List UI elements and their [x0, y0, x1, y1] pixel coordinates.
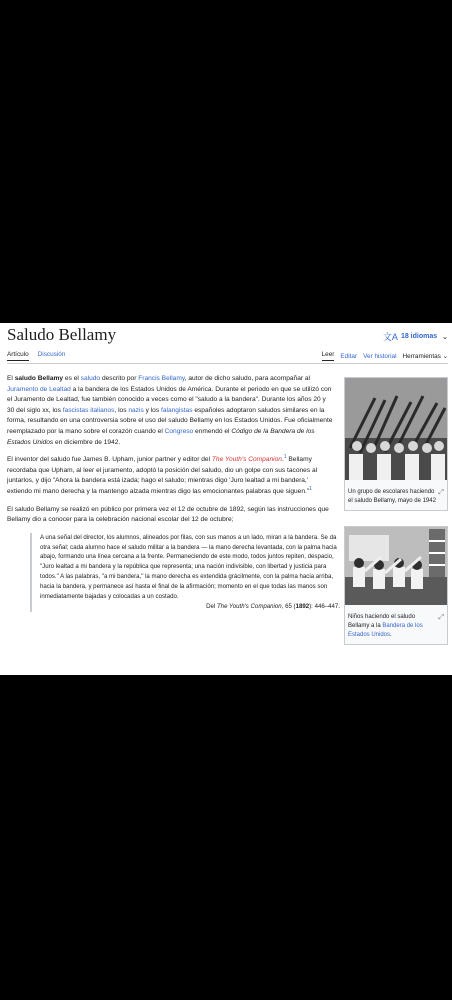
expand-icon[interactable]: ⤢	[438, 489, 444, 496]
paragraph-first-public: El saludo Bellamy se realizó en público por primera vez el 12 de octubre de 1892, según las instrucciones que Bellamy dio a conocer para la celebración nacional escolar del 12 de octubre;	[7, 505, 329, 524]
paragraph-inventor: El inventor del saludo fue James B. Upham, junior partner y editor del The Youth's Companion.$^1$ Bellamy recordaba que Upham, al leer el juramento, adoptó la posición del saludo, dio un golpe con sus tacones al juntarlos, y dijo "Ahora la bandera está izada; hago el saludo; mientras digo 'Juro lealtad a mi bandera,' extiendo mi mano derecha y la mantengo alzada mientras digo las emocionantes palabras que siguen."$^1$	[7, 453, 318, 495]
paragraph-intro: El saludo Bellamy es el saludo descrito por Francis Bellamy, autor de dicho saludo, para acompañar al Juramento de Lealtad a la bandera de los Estados Unidos de América. Durante el periodo en que se utilizó con el Juramento de Lealtad, fue también conocido a veces como el "saludo a la bandera". Durante los años 20 y 30 del siglo xx, los fascistas italianos, los nazis y los falangistas españoles adoptaron saludos similares en la forma, resultando en una controversia sobre el uso del saludo Bellamy en los Estados Unidos. Fue oficialmente reemplazado por la mano sobre el corazón cuando el Congreso enmendó el Código de la Bandera de los Estados Unidos en diciembre de 1942.	[7, 375, 333, 446]
figure-caption: ⤢ Niños haciendo el saludo Bellamy a la Bandera de los Estados Unidos.	[348, 614, 444, 638]
tab-article[interactable]: Artículo	[7, 351, 29, 361]
photo-schoolchildren-salute[interactable]	[345, 378, 447, 480]
reference-1[interactable]: 1	[309, 485, 312, 492]
link-fascistas[interactable]: fascistas italianos	[62, 406, 115, 414]
link-congreso[interactable]: Congreso	[164, 427, 194, 435]
article-body	[0, 364, 340, 526]
translate-icon: 文A	[382, 332, 398, 342]
figure-caption: ⤢ Un grupo de escolares haciendo el saludo Bellamy, mayo de 1942	[348, 489, 444, 504]
chevron-down-icon: ⌄	[442, 333, 448, 341]
tab-edit[interactable]: Editar	[340, 352, 358, 360]
language-label: 18 idiomas	[400, 333, 438, 340]
tab-discussion[interactable]: Discusión	[37, 351, 66, 358]
link-nazis[interactable]: nazis	[128, 406, 144, 414]
photo-children-flag[interactable]	[345, 527, 447, 605]
page-tabs	[7, 349, 448, 364]
reference-1[interactable]: 1	[283, 453, 287, 460]
expand-icon[interactable]: ⤢	[438, 614, 444, 621]
article-page	[0, 323, 452, 675]
link-youths-companion[interactable]: The Youth's Companion	[211, 456, 282, 464]
link-francis-bellamy[interactable]: Francis Bellamy	[138, 375, 185, 382]
figure-children-flag	[344, 526, 448, 645]
header	[0, 323, 452, 349]
chevron-down-icon: ⌄	[442, 353, 448, 360]
link-juramento[interactable]: Juramento de Lealtad	[7, 385, 71, 393]
page-title: Saludo Bellamy	[7, 325, 117, 344]
tab-history[interactable]: Ver historial	[363, 352, 397, 360]
language-button[interactable]	[383, 330, 448, 343]
figure-schoolchildren	[344, 377, 448, 511]
tools-menu[interactable]: Herramientas ⌄	[402, 353, 448, 360]
blockquote	[30, 533, 340, 612]
quote-source: Del The Youth's Companion, 65 (1892): 446–447.	[206, 603, 340, 611]
link-falangistas[interactable]: falangistas	[160, 406, 193, 414]
quote-text: A una señal del director, los alumnos, alineados por filas, con sus manos a un lado, miran a la bandera. Se da otra señal; cada alumno hace el saludo militar a la bandera — la mano derecha levantada, con la palma hacia abajo, formando una línea cercana a la frente. Permaneciendo de este modo, todos juntos repiten, despacio, "Juro lealtad a mi bandera y la república que representa; una nación indivisible, con libertad y justicia para todos." A las palabras, "a mi bandera," la mano derecha es extendida grácilmente, con la palma hacia arriba, hacia la bandera, y permanece así hasta el final de la afirmación; momento en el que todas las manos son inmediatamente bajadas y colocadas a un costado.	[40, 533, 337, 600]
flag-link[interactable]: Bandera de los Estados Unidos	[348, 623, 423, 638]
tab-read[interactable]: Leer	[322, 351, 335, 361]
link-saludo[interactable]: saludo	[80, 375, 101, 382]
